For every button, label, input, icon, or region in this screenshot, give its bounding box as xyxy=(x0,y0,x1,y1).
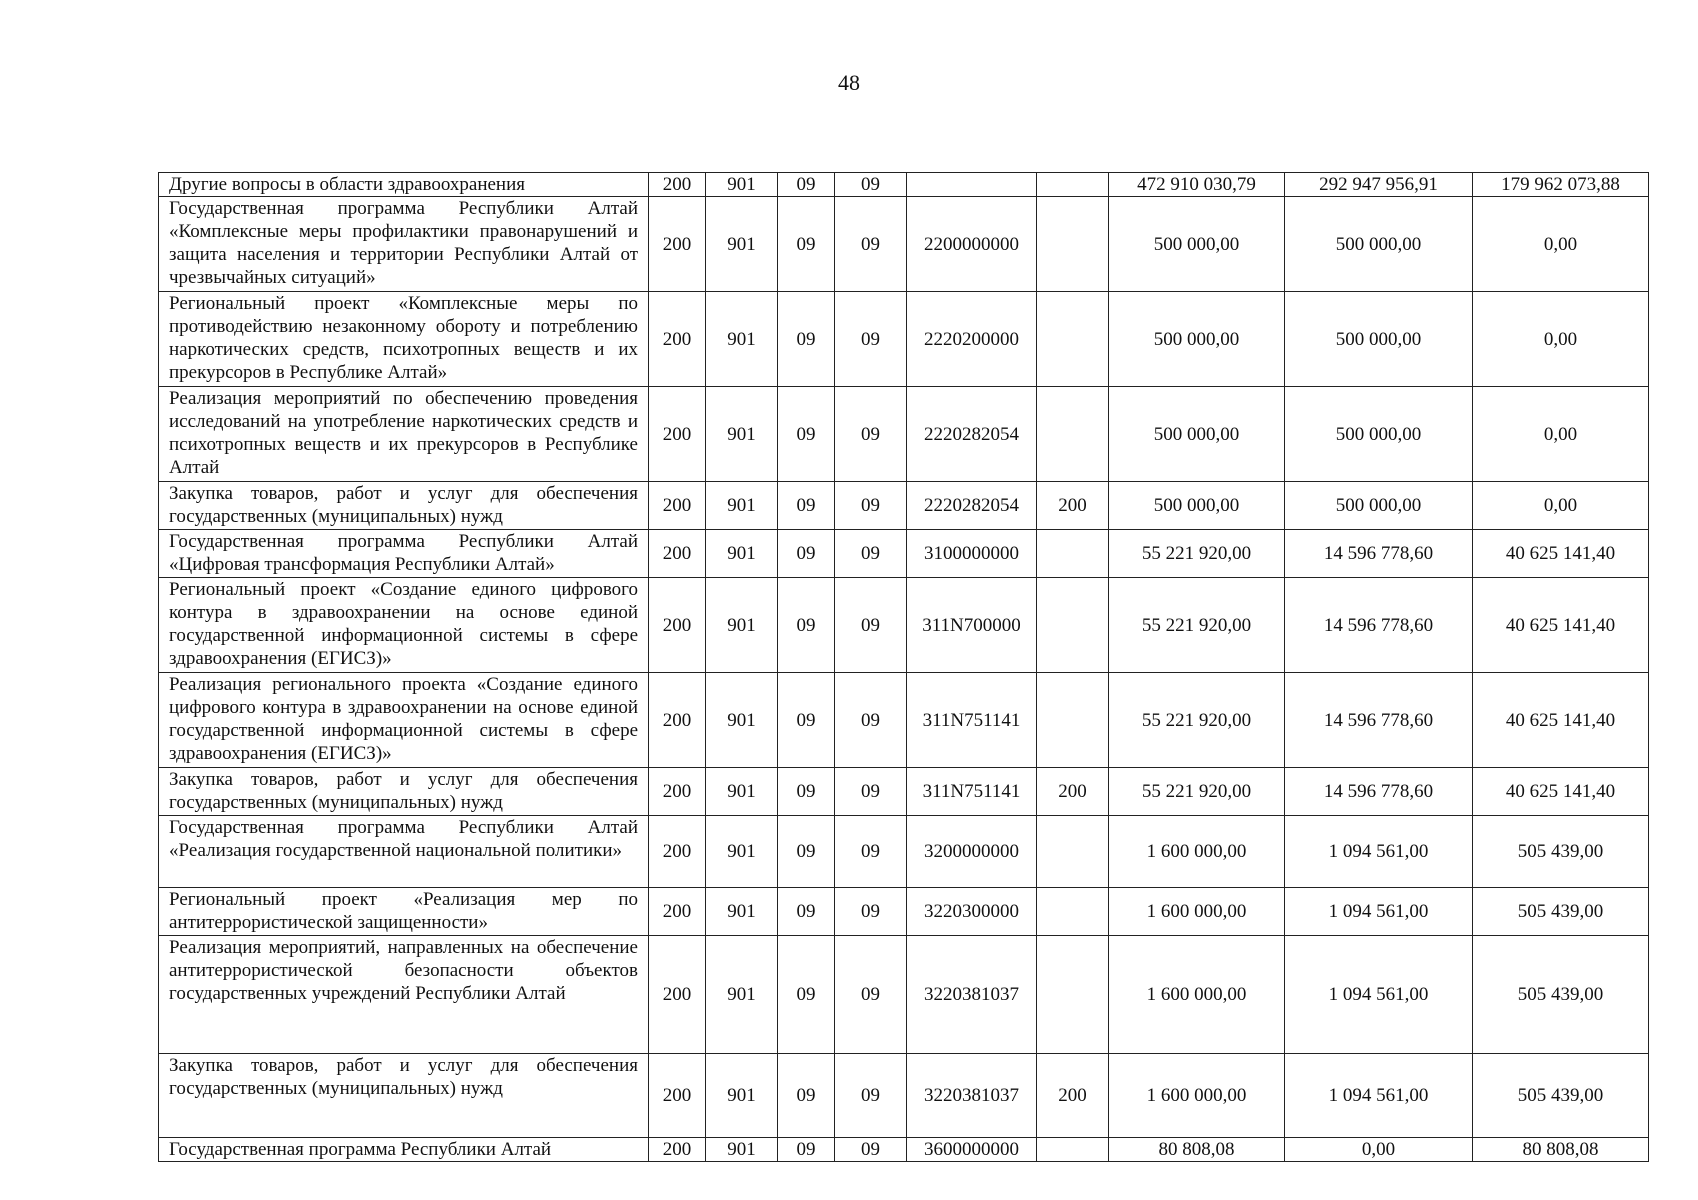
row-admin-code-cell: 200 xyxy=(649,197,706,292)
row-sum-executed-cell: 0,00 xyxy=(1285,1138,1473,1162)
row-name-cell: Региональный проект «Реализация мер по антитеррористической защищенности» xyxy=(159,888,649,936)
row-section-cell: 09 xyxy=(778,1054,835,1138)
row-target-article-cell xyxy=(907,173,1037,197)
row-sum-remaining-cell: 40 625 141,40 xyxy=(1473,673,1649,768)
row-sum-planned-cell: 500 000,00 xyxy=(1109,197,1285,292)
table-row xyxy=(159,936,1649,1054)
row-ministry-code-cell: 901 xyxy=(706,1054,778,1138)
table-row xyxy=(159,530,1649,578)
row-ministry-code-cell: 901 xyxy=(706,1138,778,1162)
row-target-article-cell: 311N751141 xyxy=(907,768,1037,816)
table-row xyxy=(159,768,1649,816)
row-target-article-cell: 2220282054 xyxy=(907,482,1037,530)
row-target-article-cell: 311N700000 xyxy=(907,578,1037,673)
row-sum-planned-cell: 500 000,00 xyxy=(1109,387,1285,482)
row-admin-code-cell: 200 xyxy=(649,1138,706,1162)
row-subsection-cell: 09 xyxy=(835,387,907,482)
row-target-article-cell: 3220381037 xyxy=(907,936,1037,1054)
row-sum-planned-cell: 1 600 000,00 xyxy=(1109,936,1285,1054)
row-sum-executed-cell: 500 000,00 xyxy=(1285,292,1473,387)
row-expense-type-cell xyxy=(1037,530,1109,578)
row-admin-code-cell: 200 xyxy=(649,816,706,888)
row-sum-planned-cell: 500 000,00 xyxy=(1109,292,1285,387)
page-number: 48 xyxy=(838,70,860,95)
row-section-cell: 09 xyxy=(778,936,835,1054)
row-admin-code-cell: 200 xyxy=(649,768,706,816)
row-expense-type-cell: 200 xyxy=(1037,482,1109,530)
row-sum-executed-cell: 1 094 561,00 xyxy=(1285,888,1473,936)
row-sum-remaining-cell: 40 625 141,40 xyxy=(1473,578,1649,673)
row-admin-code-cell: 200 xyxy=(649,387,706,482)
table-row xyxy=(159,482,1649,530)
row-sum-executed-cell: 14 596 778,60 xyxy=(1285,578,1473,673)
row-expense-type-cell xyxy=(1037,173,1109,197)
row-subsection-cell: 09 xyxy=(835,530,907,578)
table-row xyxy=(159,816,1649,888)
row-section-cell: 09 xyxy=(778,387,835,482)
table-row xyxy=(159,1138,1649,1162)
row-ministry-code-cell: 901 xyxy=(706,173,778,197)
row-name-cell: Государственная программа Республики Алтай «Цифровая трансформация Республики Алтай» xyxy=(159,530,649,578)
row-section-cell: 09 xyxy=(778,173,835,197)
row-subsection-cell: 09 xyxy=(835,292,907,387)
row-name-cell: Другие вопросы в области здравоохранения xyxy=(159,173,649,197)
table-body xyxy=(159,173,1649,1162)
row-expense-type-cell xyxy=(1037,888,1109,936)
row-section-cell: 09 xyxy=(778,1138,835,1162)
row-sum-remaining-cell: 505 439,00 xyxy=(1473,816,1649,888)
row-target-article-cell: 3200000000 xyxy=(907,816,1037,888)
row-expense-type-cell xyxy=(1037,197,1109,292)
row-ministry-code-cell: 901 xyxy=(706,673,778,768)
table-row xyxy=(159,578,1649,673)
row-expense-type-cell xyxy=(1037,673,1109,768)
row-sum-remaining-cell: 80 808,08 xyxy=(1473,1138,1649,1162)
row-name-cell: Закупка товаров, работ и услуг для обеспечения государственных (муниципальных) нужд xyxy=(159,482,649,530)
row-target-article-cell: 2220200000 xyxy=(907,292,1037,387)
row-admin-code-cell: 200 xyxy=(649,673,706,768)
row-subsection-cell: 09 xyxy=(835,173,907,197)
row-sum-planned-cell: 1 600 000,00 xyxy=(1109,816,1285,888)
row-sum-planned-cell: 1 600 000,00 xyxy=(1109,1054,1285,1138)
row-sum-remaining-cell: 0,00 xyxy=(1473,292,1649,387)
row-subsection-cell: 09 xyxy=(835,673,907,768)
row-admin-code-cell: 200 xyxy=(649,292,706,387)
row-sum-remaining-cell: 40 625 141,40 xyxy=(1473,530,1649,578)
row-sum-planned-cell: 500 000,00 xyxy=(1109,482,1285,530)
table-row xyxy=(159,292,1649,387)
row-sum-remaining-cell: 0,00 xyxy=(1473,482,1649,530)
row-ministry-code-cell: 901 xyxy=(706,936,778,1054)
row-sum-remaining-cell: 40 625 141,40 xyxy=(1473,768,1649,816)
row-admin-code-cell: 200 xyxy=(649,578,706,673)
row-ministry-code-cell: 901 xyxy=(706,888,778,936)
row-sum-planned-cell: 472 910 030,79 xyxy=(1109,173,1285,197)
row-subsection-cell: 09 xyxy=(835,1138,907,1162)
row-subsection-cell: 09 xyxy=(835,578,907,673)
row-section-cell: 09 xyxy=(778,292,835,387)
row-sum-executed-cell: 500 000,00 xyxy=(1285,387,1473,482)
row-expense-type-cell xyxy=(1037,1138,1109,1162)
row-sum-planned-cell: 55 221 920,00 xyxy=(1109,578,1285,673)
budget-table xyxy=(158,172,1649,1162)
row-section-cell: 09 xyxy=(778,888,835,936)
row-name-cell: Закупка товаров, работ и услуг для обеспечения государственных (муниципальных) нужд xyxy=(159,1054,649,1138)
row-admin-code-cell: 200 xyxy=(649,936,706,1054)
row-subsection-cell: 09 xyxy=(835,888,907,936)
row-sum-executed-cell: 1 094 561,00 xyxy=(1285,936,1473,1054)
row-sum-executed-cell: 500 000,00 xyxy=(1285,197,1473,292)
row-ministry-code-cell: 901 xyxy=(706,197,778,292)
row-sum-remaining-cell: 505 439,00 xyxy=(1473,888,1649,936)
row-sum-planned-cell: 80 808,08 xyxy=(1109,1138,1285,1162)
row-admin-code-cell: 200 xyxy=(649,530,706,578)
table-row xyxy=(159,888,1649,936)
row-expense-type-cell xyxy=(1037,578,1109,673)
row-target-article-cell: 3220300000 xyxy=(907,888,1037,936)
row-subsection-cell: 09 xyxy=(835,197,907,292)
row-name-cell: Региональный проект «Создание единого цифрового контура в здравоохранении на основе единой государственной информационной системы в сфере здравоохранения (ЕГИСЗ)» xyxy=(159,578,649,673)
row-admin-code-cell: 200 xyxy=(649,482,706,530)
row-sum-planned-cell: 55 221 920,00 xyxy=(1109,768,1285,816)
row-admin-code-cell: 200 xyxy=(649,1054,706,1138)
row-sum-executed-cell: 1 094 561,00 xyxy=(1285,1054,1473,1138)
row-expense-type-cell: 200 xyxy=(1037,768,1109,816)
row-subsection-cell: 09 xyxy=(835,1054,907,1138)
row-sum-executed-cell: 1 094 561,00 xyxy=(1285,816,1473,888)
row-name-cell: Реализация мероприятий, направленных на обеспечение антитеррористической безопасности объектов государственных учреждений Республики Алтай xyxy=(159,936,649,1054)
row-section-cell: 09 xyxy=(778,673,835,768)
row-expense-type-cell xyxy=(1037,387,1109,482)
row-name-cell: Государственная программа Республики Алтай «Реализация государственной национальной политики» xyxy=(159,816,649,888)
row-section-cell: 09 xyxy=(778,768,835,816)
row-ministry-code-cell: 901 xyxy=(706,292,778,387)
row-subsection-cell: 09 xyxy=(835,816,907,888)
row-sum-executed-cell: 14 596 778,60 xyxy=(1285,530,1473,578)
row-sum-executed-cell: 14 596 778,60 xyxy=(1285,768,1473,816)
row-ministry-code-cell: 901 xyxy=(706,387,778,482)
row-expense-type-cell xyxy=(1037,816,1109,888)
row-sum-remaining-cell: 505 439,00 xyxy=(1473,1054,1649,1138)
row-sum-remaining-cell: 505 439,00 xyxy=(1473,936,1649,1054)
row-name-cell: Закупка товаров, работ и услуг для обеспечения государственных (муниципальных) нужд xyxy=(159,768,649,816)
row-expense-type-cell: 200 xyxy=(1037,1054,1109,1138)
row-name-cell: Реализация регионального проекта «Создание единого цифрового контура в здравоохранении на основе единой государственной информационной системы в сфере здравоохранения (ЕГИСЗ)» xyxy=(159,673,649,768)
table-row xyxy=(159,673,1649,768)
row-ministry-code-cell: 901 xyxy=(706,816,778,888)
row-target-article-cell: 311N751141 xyxy=(907,673,1037,768)
row-name-cell: Реализация мероприятий по обеспечению проведения исследований на употребление наркотических средств и психотропных веществ и их прекурсоров в Республике Алтай xyxy=(159,387,649,482)
row-name-cell: Государственная программа Республики Алтай «Комплексные меры профилактики правонарушений и защита населения и территории Республики Алтай от чрезвычайных ситуаций» xyxy=(159,197,649,292)
row-sum-executed-cell: 292 947 956,91 xyxy=(1285,173,1473,197)
row-expense-type-cell xyxy=(1037,292,1109,387)
row-subsection-cell: 09 xyxy=(835,768,907,816)
row-ministry-code-cell: 901 xyxy=(706,578,778,673)
row-section-cell: 09 xyxy=(778,816,835,888)
table-row xyxy=(159,173,1649,197)
row-sum-executed-cell: 14 596 778,60 xyxy=(1285,673,1473,768)
row-subsection-cell: 09 xyxy=(835,936,907,1054)
row-target-article-cell: 2200000000 xyxy=(907,197,1037,292)
row-ministry-code-cell: 901 xyxy=(706,482,778,530)
row-expense-type-cell xyxy=(1037,936,1109,1054)
row-sum-remaining-cell: 0,00 xyxy=(1473,387,1649,482)
row-sum-remaining-cell: 179 962 073,88 xyxy=(1473,173,1649,197)
row-name-cell: Региональный проект «Комплексные меры по противодействию незаконному обороту и потреблению наркотических средств, психотропных веществ и их прекурсоров в Республике Алтай» xyxy=(159,292,649,387)
row-ministry-code-cell: 901 xyxy=(706,530,778,578)
row-section-cell: 09 xyxy=(778,482,835,530)
row-target-article-cell: 3220381037 xyxy=(907,1054,1037,1138)
row-target-article-cell: 3600000000 xyxy=(907,1138,1037,1162)
row-ministry-code-cell: 901 xyxy=(706,768,778,816)
row-sum-remaining-cell: 0,00 xyxy=(1473,197,1649,292)
row-admin-code-cell: 200 xyxy=(649,888,706,936)
table-row xyxy=(159,1054,1649,1138)
row-sum-executed-cell: 500 000,00 xyxy=(1285,482,1473,530)
row-subsection-cell: 09 xyxy=(835,482,907,530)
table-row xyxy=(159,387,1649,482)
row-sum-planned-cell: 55 221 920,00 xyxy=(1109,530,1285,578)
table-row xyxy=(159,197,1649,292)
row-admin-code-cell: 200 xyxy=(649,173,706,197)
row-section-cell: 09 xyxy=(778,578,835,673)
row-sum-planned-cell: 1 600 000,00 xyxy=(1109,888,1285,936)
row-sum-planned-cell: 55 221 920,00 xyxy=(1109,673,1285,768)
row-section-cell: 09 xyxy=(778,197,835,292)
row-section-cell: 09 xyxy=(778,530,835,578)
row-target-article-cell: 2220282054 xyxy=(907,387,1037,482)
row-target-article-cell: 3100000000 xyxy=(907,530,1037,578)
row-name-cell: Государственная программа Республики Алтай xyxy=(159,1138,649,1162)
